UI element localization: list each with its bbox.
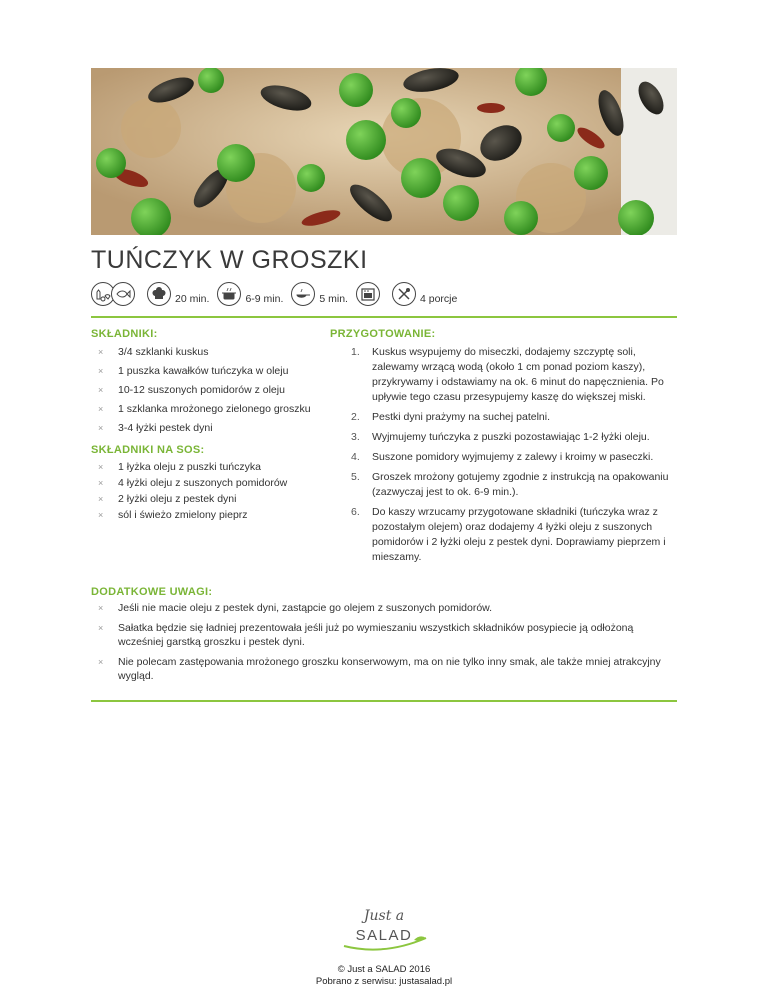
pot-icon bbox=[217, 282, 241, 306]
servings-label: 4 porcje bbox=[419, 293, 458, 305]
footer-source: Pobrano z serwisu: justasalad.pl bbox=[315, 976, 453, 987]
step-item bbox=[330, 470, 675, 500]
step-number: 4. bbox=[351, 451, 360, 463]
oven-icon bbox=[356, 282, 380, 306]
step-text: Pestki dyni prażymy na suchej patelni. bbox=[372, 411, 551, 423]
list-item: × 4 łyżki oleju z suszonych pomidorów bbox=[98, 476, 313, 490]
notes-heading: DODATKOWE UWAGI: bbox=[91, 586, 213, 598]
list-item: × Jeśli nie macie oleju z pestek dyni, zastąpcie go olejem z suszonych pomidorów. bbox=[98, 601, 673, 615]
cutlery-icon bbox=[392, 282, 416, 306]
notes-list bbox=[98, 601, 673, 683]
step-item bbox=[330, 410, 675, 425]
step-number: 6. bbox=[351, 506, 360, 518]
food-photo-illustration bbox=[91, 68, 677, 235]
just-a-salad-logo bbox=[334, 900, 434, 956]
step-item bbox=[330, 505, 675, 565]
ingredients-heading: SKŁADNIKI: bbox=[91, 328, 158, 340]
svg-text:Just a: Just a bbox=[363, 908, 405, 924]
list-item: × 2 łyżki oleju z pestek dyni bbox=[98, 492, 313, 506]
step-text: Kuskus wsypujemy do miseczki, dodajemy szczyptę soli, zalewamy wrzącą wodą (około 1 cm ponad poziom kaszy), przykrywamy i odstawiamy na ok. 6 minut do napęcznienia. Po upływie tego czasu przesypujemy kaszę do większej miski. bbox=[372, 346, 664, 403]
step-text: Groszek mrożony gotujemy zgodnie z instrukcją na opakowaniu (zazwyczaj jest to ok. 6-9 min.). bbox=[372, 471, 669, 498]
chef-hat-icon bbox=[147, 282, 171, 306]
list-item: × Nie polecam zastępowania mrożonego groszku konserwowym, ma on nie tylko inny smak, ale także mniej atrakcyjny wygląd. bbox=[98, 655, 673, 683]
svg-text:SALAD: SALAD bbox=[355, 927, 413, 944]
sauce-heading: SKŁADNIKI NA SOS: bbox=[91, 444, 205, 456]
step-item bbox=[330, 345, 675, 405]
divider-top bbox=[91, 316, 677, 318]
pan-icon bbox=[291, 282, 315, 306]
preparation-heading: PRZYGOTOWANIE: bbox=[330, 328, 436, 340]
step-item bbox=[330, 430, 675, 445]
list-item: × Sałatka będzie się ładniej prezentowała jeśli już po wymieszaniu wszystkich składników posypiecie ją odłożoną wcześniej garstką groszku i pestek dyni. bbox=[98, 621, 673, 649]
step-number: 3. bbox=[351, 431, 360, 443]
list-item: × 1 łyżka oleju z puszki tuńczyka bbox=[98, 460, 313, 474]
step-text: Wyjmujemy tuńczyka z puszki pozostawiając 1-2 łyżki oleju. bbox=[372, 431, 650, 443]
preparation-steps bbox=[330, 345, 675, 565]
fry-time-label: 5 min. bbox=[319, 293, 348, 305]
step-number: 1. bbox=[351, 346, 360, 358]
list-item: × 10-12 suszonych pomidorów z oleju bbox=[98, 383, 313, 397]
prep-time-label: 20 min. bbox=[175, 293, 210, 305]
list-item: × sól i świeżo zmielony pieprz bbox=[98, 508, 313, 522]
list-item: × 3/4 szklanki kuskus bbox=[98, 345, 313, 359]
list-item: × 1 szklanka mrożonego zielonego groszku bbox=[98, 402, 313, 416]
step-text: Suszone pomidory wyjmujemy z zalewy i kroimy w paseczki. bbox=[372, 451, 654, 463]
cook-time-label: 6-9 min. bbox=[245, 293, 284, 305]
step-number: 5. bbox=[351, 471, 360, 483]
list-item: × 1 puszka kawałków tuńczyka w oleju bbox=[98, 364, 313, 378]
recipe-title: TUŃCZYK W GROSZKI bbox=[91, 246, 368, 274]
list-item: × 3-4 łyżki pestek dyni bbox=[98, 421, 313, 435]
step-item bbox=[330, 450, 675, 465]
step-text: Do kaszy wrzucamy przygotowane składniki (tuńczyka wraz z pozostałym olejem) oraz dodajemy 4 łyżki oleju z suszonych pomidorów i 2 łyżki oleju z pestek dyni. Doprawiamy pieprzem i mieszamy. bbox=[372, 506, 666, 563]
recipe-meta-bar bbox=[91, 278, 465, 306]
ingredients-list bbox=[98, 345, 313, 435]
step-number: 2. bbox=[351, 411, 360, 423]
footer-copyright: © Just a SALAD 2016 bbox=[337, 964, 431, 975]
sauce-list bbox=[98, 460, 313, 522]
hero-food-photo bbox=[91, 68, 677, 235]
divider-bottom bbox=[91, 700, 677, 702]
fish-icon bbox=[111, 282, 135, 306]
